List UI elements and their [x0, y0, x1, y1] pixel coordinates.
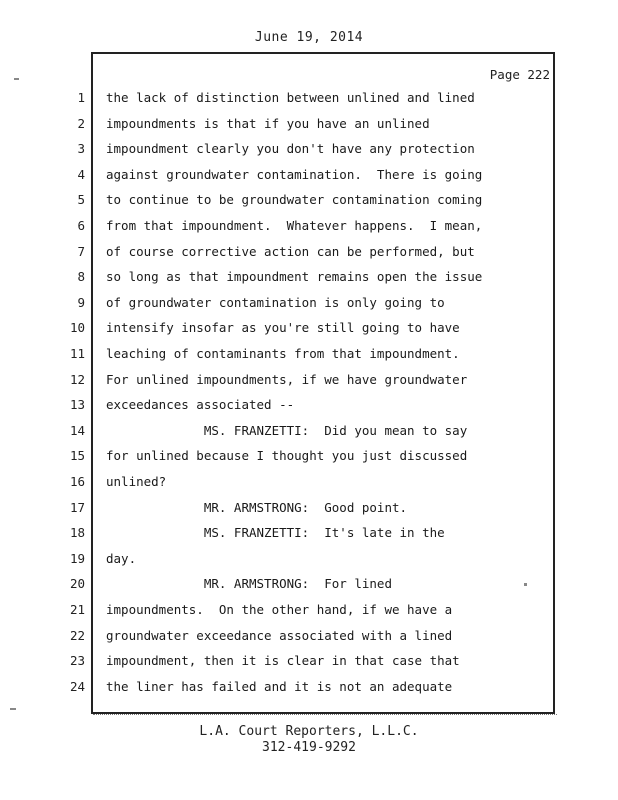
transcript-line: [0, 116, 618, 136]
line-number: 14: [69, 422, 85, 438]
line-text: impoundments. On the other hand, if we have a: [106, 602, 453, 617]
transcript-line: [0, 269, 618, 289]
transcript-line: [0, 167, 618, 187]
line-number: 7: [77, 243, 85, 259]
line-text: so long as that impoundment remains open the issue: [106, 269, 483, 285]
line-text: leaching of contaminants from that impoundment.: [106, 346, 460, 361]
transcript-line: [0, 346, 618, 366]
line-text: against groundwater contamination. There is going: [106, 166, 483, 182]
line-number: 12: [69, 371, 85, 387]
line-number: 15: [69, 448, 85, 464]
line-number: 22: [69, 627, 85, 643]
line-text: the liner has failed and it is not an adequate: [106, 678, 453, 694]
line-text: MR. ARMSTRONG: Good point.: [106, 499, 408, 515]
transcript-line: [0, 628, 618, 648]
line-number: 1: [77, 90, 85, 105]
line-text: For unlined impoundments, if we have groundwater: [106, 371, 468, 387]
line-number: 13: [69, 397, 85, 413]
line-number: 4: [77, 166, 85, 182]
line-text: MR. ARMSTRONG: For lined: [106, 576, 392, 592]
line-number: 16: [69, 474, 85, 489]
transcript-line: [0, 500, 618, 520]
transcript-line: [0, 295, 618, 315]
scan-speck: [524, 583, 527, 586]
line-text: unlined?: [106, 474, 167, 489]
page-frame-bottom-edge: [93, 714, 557, 718]
transcript-line: [0, 372, 618, 392]
line-number: 24: [69, 678, 85, 694]
line-number: 17: [69, 499, 85, 515]
transcript-date: June 19, 2014: [254, 30, 364, 45]
transcript-line: [0, 653, 618, 673]
line-text: to continue to be groundwater contamination coming: [106, 192, 483, 208]
transcript-line: [0, 141, 618, 161]
transcript-line: [0, 525, 618, 545]
line-number: 6: [77, 218, 85, 233]
transcript-line: [0, 192, 618, 212]
scan-speck: [14, 78, 19, 80]
line-number: 9: [77, 294, 85, 310]
line-number: 18: [69, 525, 85, 541]
line-text: MS. FRANZETTI: Did you mean to say: [106, 422, 468, 438]
line-number: 3: [77, 141, 85, 157]
line-text: intensify insofar as you're still going to have: [106, 320, 460, 336]
line-text: impoundment, then it is clear in that case that: [106, 653, 460, 669]
transcript-line: [0, 576, 618, 596]
line-text: from that impoundment. Whatever happens. I mean,: [106, 218, 483, 233]
transcript-line: [0, 244, 618, 264]
line-text: the lack of distinction between unlined and lined: [106, 90, 475, 105]
transcript-line: [0, 320, 618, 340]
line-text: groundwater exceedance associated with a lined: [106, 627, 453, 643]
line-number: 23: [69, 653, 85, 669]
page-number: Page 222: [489, 67, 550, 82]
line-text: for unlined because I thought you just discussed: [106, 448, 468, 464]
reporter-phone: 312-419-9292: [262, 740, 356, 755]
transcript-line: [0, 218, 618, 238]
line-text: day.: [106, 550, 137, 566]
line-number: 19: [69, 550, 85, 566]
transcript-line: [0, 602, 618, 622]
transcript-line: [0, 679, 618, 699]
line-number: 21: [69, 602, 85, 617]
line-text: of groundwater contamination is only going to: [106, 294, 445, 310]
line-number: 5: [77, 192, 85, 208]
reporter-company: L.A. Court Reporters, L.L.C.: [199, 724, 419, 739]
line-number: 8: [77, 269, 85, 285]
transcript-line: [0, 474, 618, 494]
line-number: 2: [77, 115, 85, 131]
line-text: exceedances associated --: [106, 397, 295, 413]
transcript-line: [0, 551, 618, 571]
scan-speck: [10, 708, 16, 710]
line-text: MS. FRANZETTI: It's late in the: [106, 525, 445, 541]
line-text: impoundments is that if you have an unlined: [106, 115, 430, 131]
transcript-line: [0, 448, 618, 468]
line-number: 10: [69, 320, 85, 336]
line-number: 11: [69, 346, 85, 361]
line-number: 20: [69, 576, 85, 592]
transcript-line: [0, 423, 618, 443]
line-text: impoundment clearly you don't have any protection: [106, 141, 475, 157]
transcript-line: [0, 90, 618, 110]
transcript-line: [0, 397, 618, 417]
line-text: of course corrective action can be performed, but: [106, 243, 475, 259]
